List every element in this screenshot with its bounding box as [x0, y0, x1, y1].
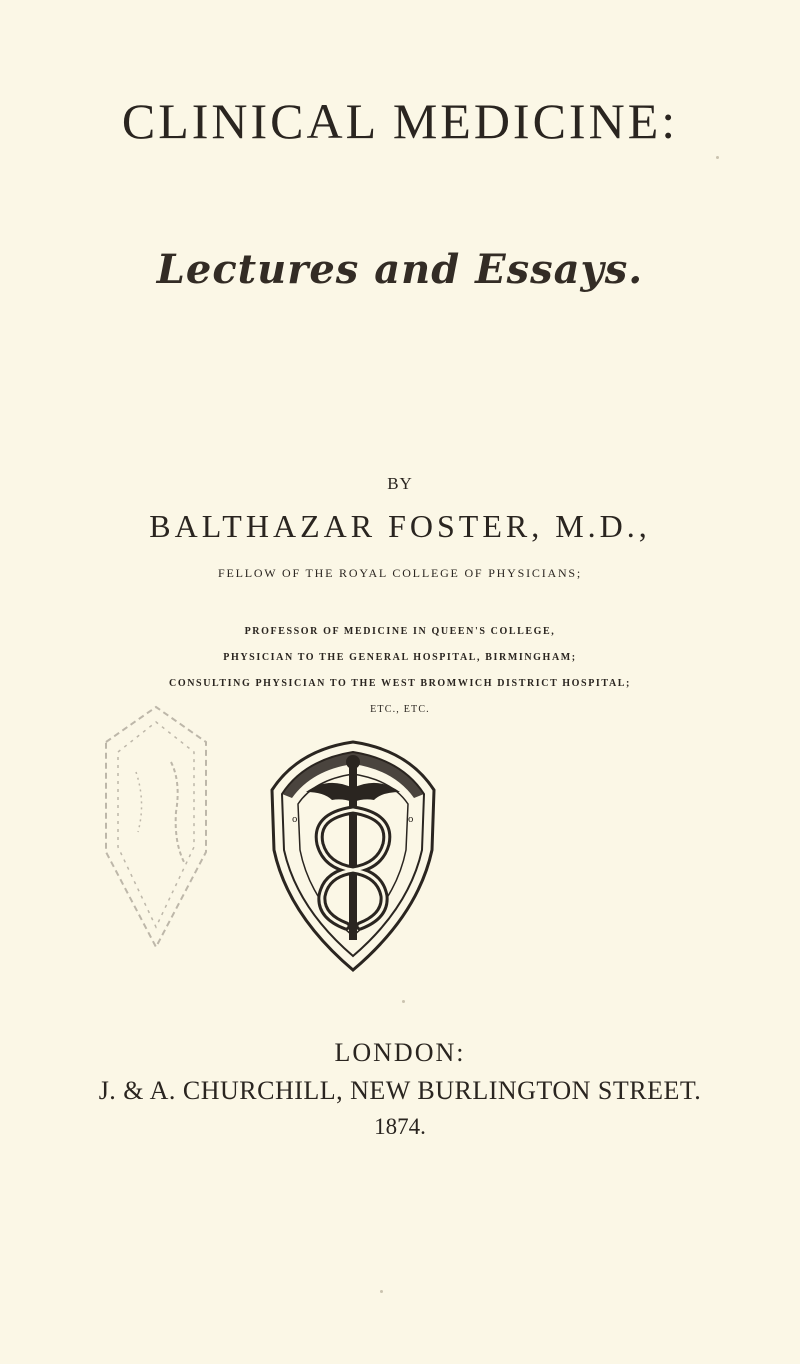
book-title: CLINICAL MEDICINE: — [121, 93, 679, 149]
credential-professor: PROFESSOR OF MEDICINE IN QUEEN'S COLLEGE, — [244, 626, 556, 637]
imprint-city: LONDON: — [334, 1038, 466, 1067]
author-name: BALTHAZAR FOSTER, M.D., — [149, 508, 651, 544]
imprint-year: 1874. — [374, 1114, 426, 1139]
svg-text:o: o — [292, 815, 298, 825]
credential-consulting: CONSULTING PHYSICIAN TO THE WEST BROMWICH DISTRICT HOSPITAL; — [169, 678, 631, 689]
svg-text:o: o — [408, 815, 414, 825]
credential-fellow: FELLOW OF THE ROYAL COLLEGE OF PHYSICIANS; — [217, 566, 583, 580]
imprint-publisher: J. & A. CHURCHILL, NEW BURLINGTON STREET. — [98, 1076, 702, 1105]
book-subtitle: Lectures and Essays. — [156, 246, 644, 293]
paper-speck — [402, 1000, 405, 1003]
paper-speck — [716, 156, 719, 159]
credential-physician: PHYSICIAN TO THE GENERAL HOSPITAL, BIRMINGHAM; — [223, 652, 577, 663]
credential-etc: ETC., ETC. — [370, 704, 430, 715]
by-line: BY — [387, 474, 413, 493]
caduceus-shield-emblem-icon — [268, 740, 438, 977]
bleed-through-stamp-icon — [96, 702, 216, 957]
paper-speck — [380, 1290, 383, 1293]
